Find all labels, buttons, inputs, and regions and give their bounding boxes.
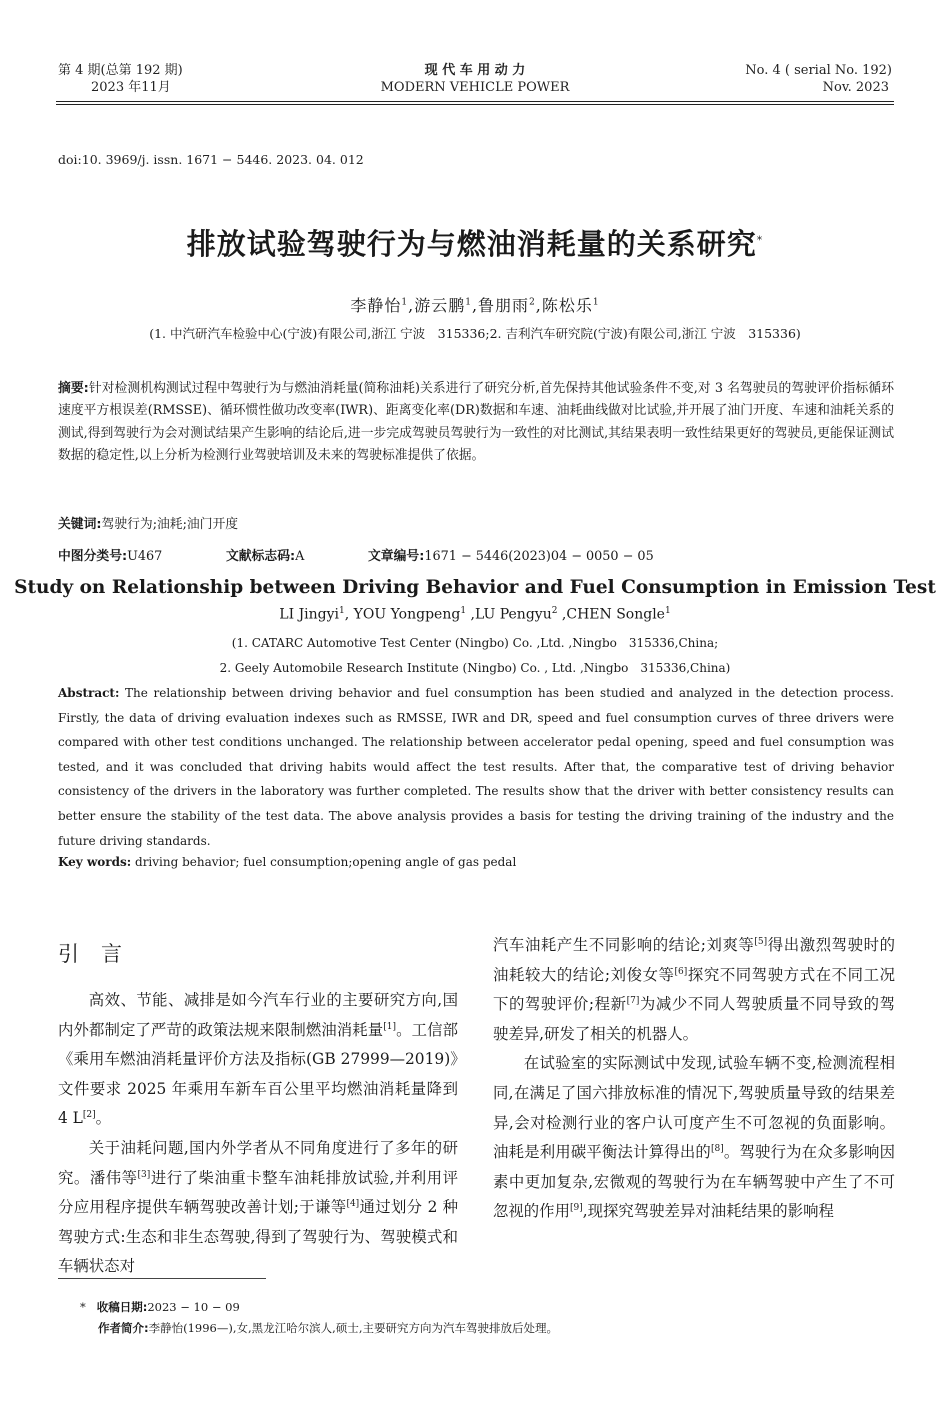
article-number-label: 文章编号: [368, 549, 425, 564]
author-affil-mark: 1 [460, 606, 467, 616]
footnote-marker: * [80, 1300, 86, 1314]
citation[interactable]: [5] [754, 936, 768, 947]
citation[interactable]: [1] [383, 1021, 397, 1032]
paragraph [58, 1134, 458, 1282]
keywords-label: 关键词: [58, 517, 102, 532]
text-run: 得出激烈驾驶时的油耗较大的结论;刘俊女等 [493, 936, 895, 984]
title-text: 排放试验驾驶行为与燃油消耗量的关系研究 [186, 227, 757, 261]
text-run: 。 [95, 1109, 112, 1128]
author-affil-mark: 1 [401, 297, 409, 308]
author-affil-mark: 2 [529, 297, 536, 308]
title-footnote-mark: * [756, 233, 764, 247]
author-affil-mark: 2 [551, 606, 558, 616]
abstract-en-text: The relationship between driving behavior and fuel consumption has been studied and analyzed in the detection process. Firstly, the data of driving evaluation indexes such as RMSSE, IWR and DR, speed and fuel consumption curves of three drivers were compared with other test conditions unchanged. The relationship between accelerator pedal opening, speed and fuel consumption was tested, and it was concluded that driving habits would affect the test results. After that, the comparative test of driving behavior consistency of the drivers in the laboratory was further completed. The results show that the driver with better consistency results can better ensure the stability of the test data. The above analysis provides a basis for testing the driving training of the industry and the future driving standards. [58, 686, 894, 848]
footnote-rule [58, 1278, 266, 1279]
paper-title-zh [0, 222, 950, 263]
header-rule [56, 101, 894, 102]
author-affil-mark: 1 [664, 606, 671, 616]
doc-code-label: 文献标志码: [226, 549, 296, 564]
citation[interactable]: [7] [626, 996, 640, 1007]
footnote-received [80, 1297, 240, 1317]
authors-en [0, 606, 950, 623]
issue-number-en: No. 4 ( serial No. 192) [745, 63, 892, 78]
text-run: 。工信部《乘用车燃油消耗量评价方法及指标(GB 27999—2019)》文件要求 2025 年乘用车新车百公里平均燃油消耗量降到 4 L [58, 1020, 458, 1128]
affiliation-zh: (1. 中汽研汽车检验中心(宁波)有限公司,浙江 宁波 315336;2. 吉利汽车研究院(宁波)有限公司,浙江 宁波 315336) [149, 326, 801, 341]
citation[interactable]: [9] [569, 1203, 583, 1214]
author-separator: , [408, 296, 415, 315]
text-run: 探究不同驾驶方式在不同工况下的驾驶评价;程新 [493, 965, 895, 1014]
keywords-text: 驾驶行为;油耗;油门开度 [101, 517, 239, 532]
doc-code-value: A [295, 549, 305, 564]
citation[interactable]: [4] [346, 1199, 360, 1210]
paragraph [58, 986, 458, 1134]
author-separator: , [557, 606, 567, 623]
section-heading-introduction: 引言 [58, 942, 144, 966]
issue-date-en: Nov. 2023 [822, 80, 889, 95]
bio-value: 李静怡(1996—),女,黑龙江哈尔滨人,硕士,主要研究方向为汽车驾驶排放后处理。 [148, 1321, 558, 1335]
citation[interactable]: [8] [710, 1144, 724, 1155]
text-run: 通过划分 2 种驾驶方式:生态和非生态驾驶,得到了驾驶行为、驾驶模式和车辆状态对 [58, 1198, 459, 1276]
author-affil-mark: 1 [592, 297, 600, 308]
author: 鲁朋雨 [478, 296, 530, 315]
authors-zh [0, 293, 950, 316]
article-number [368, 545, 654, 564]
issue-date: 2023 年11月 [91, 80, 171, 95]
author-separator: , [535, 296, 542, 315]
author: LU Pengyu [474, 606, 552, 623]
abstract-zh [58, 378, 894, 467]
author: LI Jingyi [279, 606, 340, 623]
clc-label: 中图分类号: [58, 549, 128, 564]
header-rule-thin [56, 104, 894, 105]
author: 李静怡 [350, 296, 402, 315]
citation[interactable]: [3] [137, 1169, 151, 1180]
abstract-label: 摘要: [58, 381, 89, 396]
author: 陈松乐 [541, 296, 593, 315]
abstract-text: 针对检测机构测试过程中驾驶行为与燃油消耗量(简称油耗)关系进行了研究分析,首先保持其他试验条件不变,对 3 名驾驶员的驾驶评价指标循环速度平方根误差(RMSSE)、循环惯性做功改变率(IWR)、距离变化率(DR)数据和车速、油耗曲线做对比试验,并开展了油门开度、车速和油耗关系的测试,得到驾驶行为会对测试结果产生影响的结论后,进一步完成驾驶员驾驶行为一致性的对比测试,其结果表明一致性结果更好的驾驶员,更能保证测试数据的稳定性,以上分析为检测行业驾驶培训及未来的驾驶标准提供了依据。 [58, 381, 894, 463]
text-run: 。驾驶行为在众多影响因素中更加复杂,宏微观的驾驶行为在车辆驾驶中产生了不可忽视的作用 [493, 1143, 895, 1221]
text-run: 进行了柴油重卡整车油耗排放试验,并利用评分应用程序提供车辆驾驶改善计划;于谦等 [58, 1168, 458, 1217]
abstract-en [58, 681, 894, 853]
text-run: ,现探究驾驶差异对油耗结果的影响程 [582, 1202, 834, 1221]
journal-name-zh: 现 代 车 用 动 力 [424, 63, 526, 78]
journal-name-en: MODERN VEHICLE POWER [380, 80, 570, 95]
text-run: 关于油耗问题,国内外学者从不同角度进行了多年的研究。潘伟等 [58, 1138, 458, 1187]
citation[interactable]: [6] [674, 966, 688, 977]
clc-value: U467 [127, 549, 163, 564]
article-number-value: 1671 − 5446(2023)04 − 0050 − 05 [424, 549, 654, 564]
keywords-en [58, 855, 516, 869]
author-separator: , [471, 296, 479, 315]
received-value: 2023 − 10 − 09 [147, 1300, 240, 1314]
author: CHEN Songle [566, 606, 665, 623]
affiliation-en-2: 2. Geely Automobile Research Institute (Ningbo) Co. , Ltd. ,Ningbo 315336,China) [219, 661, 731, 675]
paper-title-en: Study on Relationship between Driving Behavior and Fuel Consumption in Emission Test [14, 577, 936, 598]
text-run: 为减少不同人驾驶质量不同导致的驾驶差异,研发了相关的机器人。 [493, 995, 895, 1043]
paragraph [493, 931, 895, 1049]
text-run: 高效、节能、减排是如今汽车行业的主要研究方向,国内外都制定了严苛的政策法规来限制燃油消耗量 [58, 991, 458, 1039]
author: 游云鹏 [414, 296, 466, 315]
text-run: 汽车油耗产生不同影响的结论;刘爽等 [493, 936, 755, 954]
author-separator: , [344, 606, 354, 623]
keywords-en-label: Key words: [58, 855, 132, 869]
received-label: 收稿日期: [96, 1300, 148, 1314]
document-code [226, 545, 304, 564]
abstract-en-label: Abstract: [58, 686, 120, 700]
journal-issue-info-en [745, 62, 892, 96]
author-affil-mark: 1 [339, 606, 345, 616]
keywords-en-text: driving behavior; fuel consumption;opening angle of gas pedal [135, 855, 517, 869]
author-affil-mark: 1 [465, 297, 472, 308]
bio-label: 作者简介: [98, 1321, 149, 1335]
text-run: 在试验室的实际测试中发现,试验车辆不变,检测流程相同,在满足了国六排放标准的情况下,驾驶质量导致的结果差异,会对检测行业的客户认可度产生不可忽视的负面影响。油耗是利用碳平衡法计算得出的 [493, 1054, 895, 1162]
body-column-left [58, 986, 458, 1282]
issue-number: 第 4 期(总第 192 期) [58, 63, 183, 78]
author: YOU Yongpeng [353, 606, 461, 623]
doi: doi:10. 3969/j. issn. 1671 − 5446. 2023. 04. 012 [58, 152, 364, 167]
keywords-zh [58, 513, 238, 532]
affiliation-en-1: (1. CATARC Automotive Test Center (Ningbo) Co. ,Ltd. ,Ningbo 315336,China; [231, 636, 719, 650]
body-column-right [493, 931, 895, 1227]
citation[interactable]: [2] [82, 1110, 96, 1121]
author-separator: , [466, 606, 475, 623]
footnote-author-bio [98, 1318, 558, 1338]
clc-number [58, 545, 162, 564]
paragraph [493, 1049, 895, 1227]
